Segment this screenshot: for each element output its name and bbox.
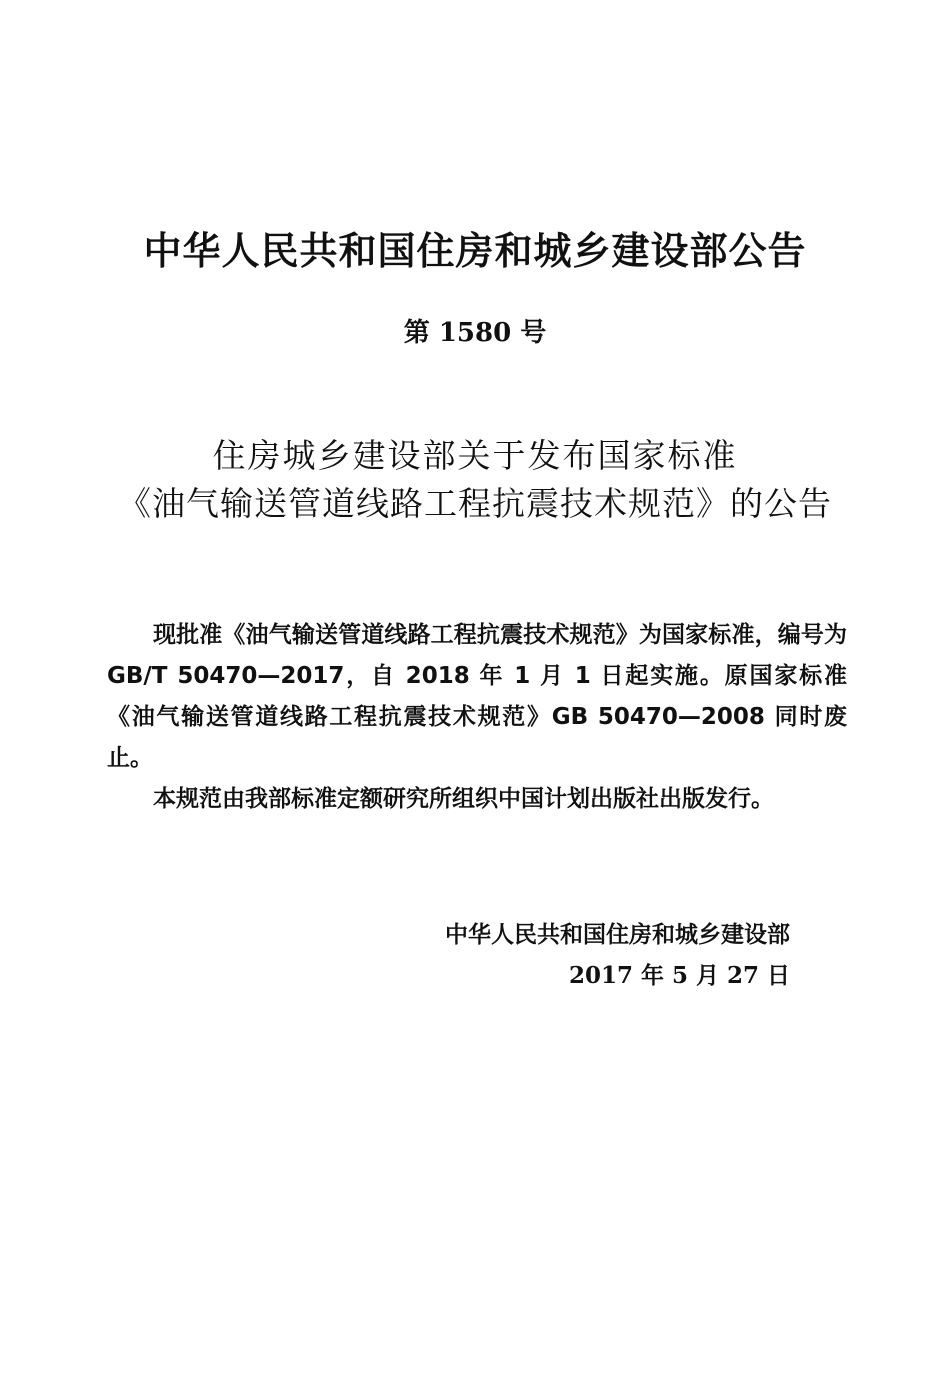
notice-number: 第 1580 号 — [403, 318, 547, 348]
page-title: 中华人民共和国住房和城乡建设部公告 — [143, 229, 807, 273]
subject-line-2: 《油气输送管道线路工程抗震技术规范》的公告 — [118, 484, 832, 523]
signature-organization: 中华人民共和国住房和城乡建设部 — [445, 922, 790, 948]
subject-line-1: 住房城乡建设部关于发布国家标准 — [212, 436, 738, 475]
signature-date: 2017 年 5 月 27 日 — [568, 962, 790, 989]
body-paragraph-publication: 本规范由我部标准定额研究所组织中国计划出版社出版发行。 — [153, 786, 774, 812]
body-paragraph-approval: 现批准《油气输送管道线路工程抗震技术规范》为国家标准，编号为 GB/T 50470—2017，自 2018 年 1 月 1 日起实施。原国家标准《油气输送管道线路工程抗震技术规范》GB 50470—2008 同时废止。 — [107, 622, 847, 771]
